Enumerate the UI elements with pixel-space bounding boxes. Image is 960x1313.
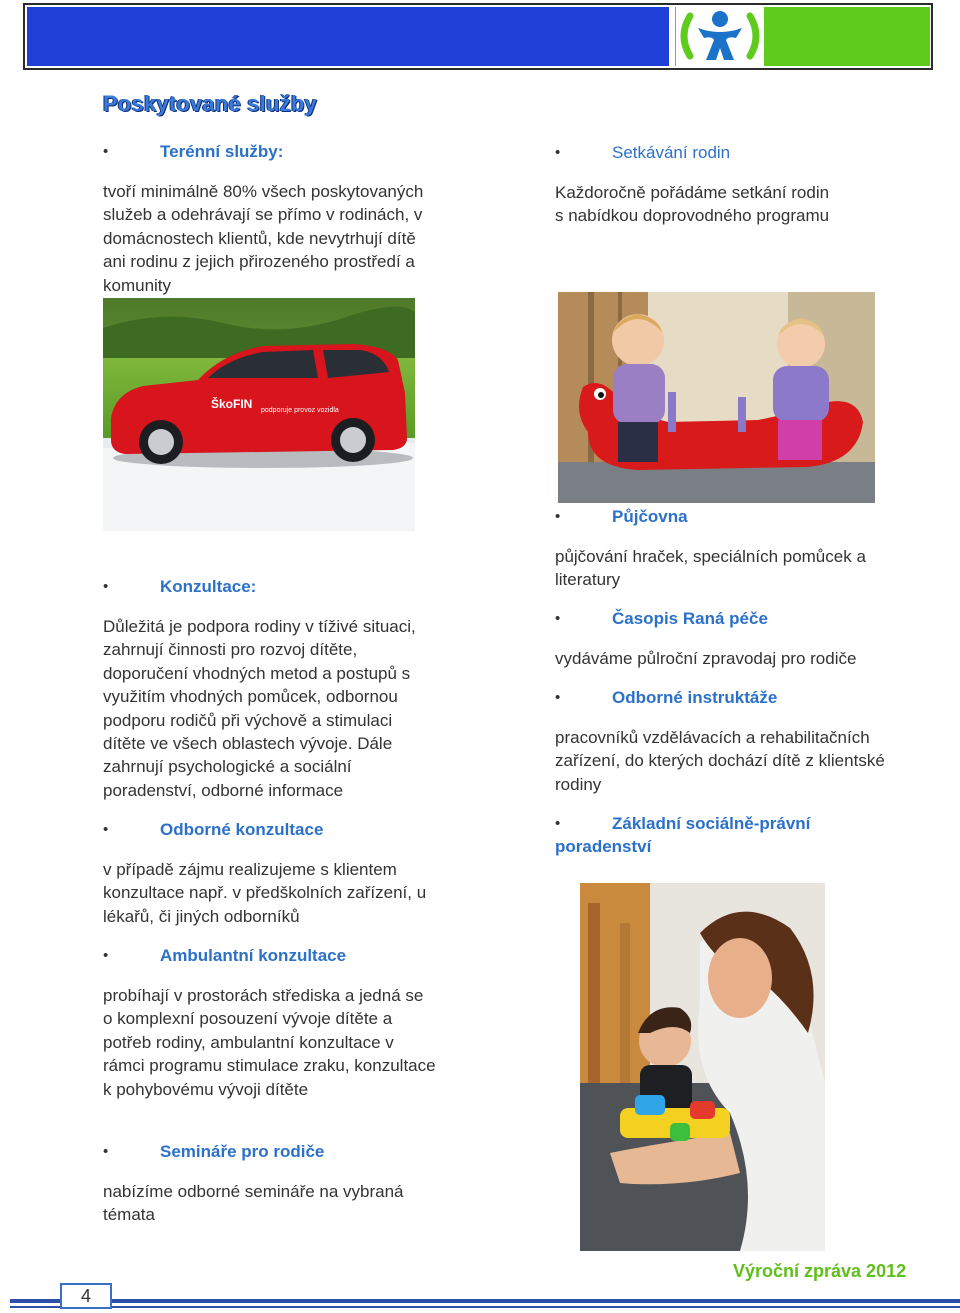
section-seminare	[103, 1141, 443, 1165]
text-line: tvoří minimálně 80% všech poskytovaných	[103, 182, 424, 201]
text-line: rodiny	[555, 774, 602, 794]
section-paragraph	[555, 181, 935, 228]
child-figure-logo-icon	[676, 6, 764, 66]
text-line: využitím vhodných pomůcek, odbornou	[103, 687, 398, 707]
bullet-icon: •	[555, 689, 561, 706]
bullet-icon: •	[555, 815, 561, 832]
text-line: služeb a odehrávají se přímo v rodinách, v	[103, 205, 423, 225]
text-line: s nabídkou doprovodného programu	[555, 206, 830, 226]
section-instruktaze	[555, 687, 895, 711]
text-line: k pohybovému vývoji dítěte	[103, 1079, 309, 1099]
text-line: rámci programu stimulace zraku, konzultace	[103, 1056, 436, 1076]
section-konzultace	[103, 576, 443, 600]
text-line: zahrnují psychologické a sociální	[103, 757, 352, 777]
section-heading: Semináře pro rodiče	[160, 1142, 325, 1161]
section-heading: Časopis Raná péče	[612, 609, 768, 628]
car-photo	[103, 298, 415, 531]
text-line: probíhají v prostorách střediska a jedná se	[103, 986, 424, 1005]
section-setkavani	[555, 142, 895, 166]
children-rocker-photo	[558, 292, 875, 503]
text-line: půjčování hraček, speciálních pomůcek a	[555, 547, 866, 566]
section-heading: Konzultace:	[160, 577, 257, 596]
section-paragraph	[103, 858, 473, 928]
text-line: vydáváme půlroční zpravodaj pro rodiče	[555, 649, 857, 668]
text-line: literatury	[555, 570, 621, 590]
text-line: dítěte ve všech oblastech vývoje. Dále	[103, 734, 393, 754]
text-line: ani rodinu z jejich přirozeného prostředí a	[103, 252, 415, 272]
header-blue-bar	[27, 7, 669, 66]
page-title: Poskytované služby	[103, 91, 317, 116]
text-line: komunity	[103, 275, 172, 295]
text-line: lékařů, či jiných odborníků	[103, 906, 300, 926]
text-line: Důležitá je podpora rodiny v tíživé situaci,	[103, 617, 416, 636]
page-number: 4	[60, 1283, 112, 1309]
bullet-icon: •	[555, 144, 561, 161]
bullet-icon: •	[103, 578, 109, 595]
section-casopis	[555, 608, 895, 632]
text-line: témata	[103, 1205, 155, 1225]
bullet-icon: •	[103, 143, 109, 160]
section-paragraph	[103, 615, 473, 802]
section-heading-line2: poradenství	[555, 837, 652, 856]
text-line: Každoročně pořádáme setkání rodin	[555, 183, 830, 202]
text-line: zahrnují činnosti pro rozvoj dítěte,	[103, 640, 358, 660]
text-line: nabízíme odborné semináře na vybraná	[103, 1182, 404, 1201]
text-line: pracovníků vzdělávacích a rehabilitačních	[555, 728, 870, 747]
section-heading: Setkávání rodin	[612, 143, 731, 162]
section-paragraph	[103, 1180, 473, 1227]
section-terenni	[103, 141, 443, 165]
section-heading: Odborné konzultace	[160, 820, 324, 839]
bullet-icon: •	[103, 821, 109, 838]
section-heading: Půjčovna	[612, 507, 688, 526]
section-paragraph	[555, 545, 935, 592]
text-line: v případě zájmu realizujeme s klientem	[103, 860, 397, 879]
section-paragraph	[103, 984, 483, 1101]
text-line: poradenství, odborné informace	[103, 780, 344, 800]
bullet-icon: •	[103, 947, 109, 964]
section-heading: Ambulantní konzultace	[160, 946, 347, 965]
section-heading: Terénní služby:	[160, 142, 284, 161]
section-pujcovna	[555, 506, 895, 530]
section-paragraph	[555, 726, 935, 796]
section-heading-line1: Základní sociálně-právní	[612, 814, 811, 833]
mother-child-photo	[580, 883, 825, 1251]
text-line: zařízení, do kterých dochází dítě z klientské	[555, 751, 885, 771]
car-logo-text: ŠkoFIN	[211, 397, 253, 411]
section-poradenstvi	[555, 813, 915, 861]
footer-rule-thin	[10, 1306, 960, 1308]
text-line: doporučení vhodných metod a postupů s	[103, 663, 411, 683]
section-heading: Odborné instruktáže	[612, 688, 778, 707]
section-odborne-konzultace	[103, 819, 443, 843]
text-line: potřeb rodiny, ambulantní konzultace v	[103, 1032, 394, 1052]
text-line: domácnostech klientů, kde nevytrhují dítě	[103, 228, 416, 248]
bullet-icon: •	[555, 508, 561, 525]
bullet-icon: •	[103, 1143, 109, 1160]
car-slogan-text: podporuje provoz vozidla	[261, 407, 339, 414]
section-paragraph	[103, 180, 473, 297]
report-title: Výroční zpráva 2012	[733, 1261, 907, 1281]
bullet-icon: •	[555, 610, 561, 627]
text-line: konzultace např. v předškolních zařízení, u	[103, 883, 427, 903]
section-paragraph	[555, 647, 935, 670]
text-line: o komplexní posouzení vývoje dítěte a	[103, 1009, 393, 1029]
text-line: podporu rodičů při výchově a stimulaci	[103, 710, 393, 730]
footer-rule	[10, 1299, 960, 1303]
section-ambulantni	[103, 945, 443, 969]
